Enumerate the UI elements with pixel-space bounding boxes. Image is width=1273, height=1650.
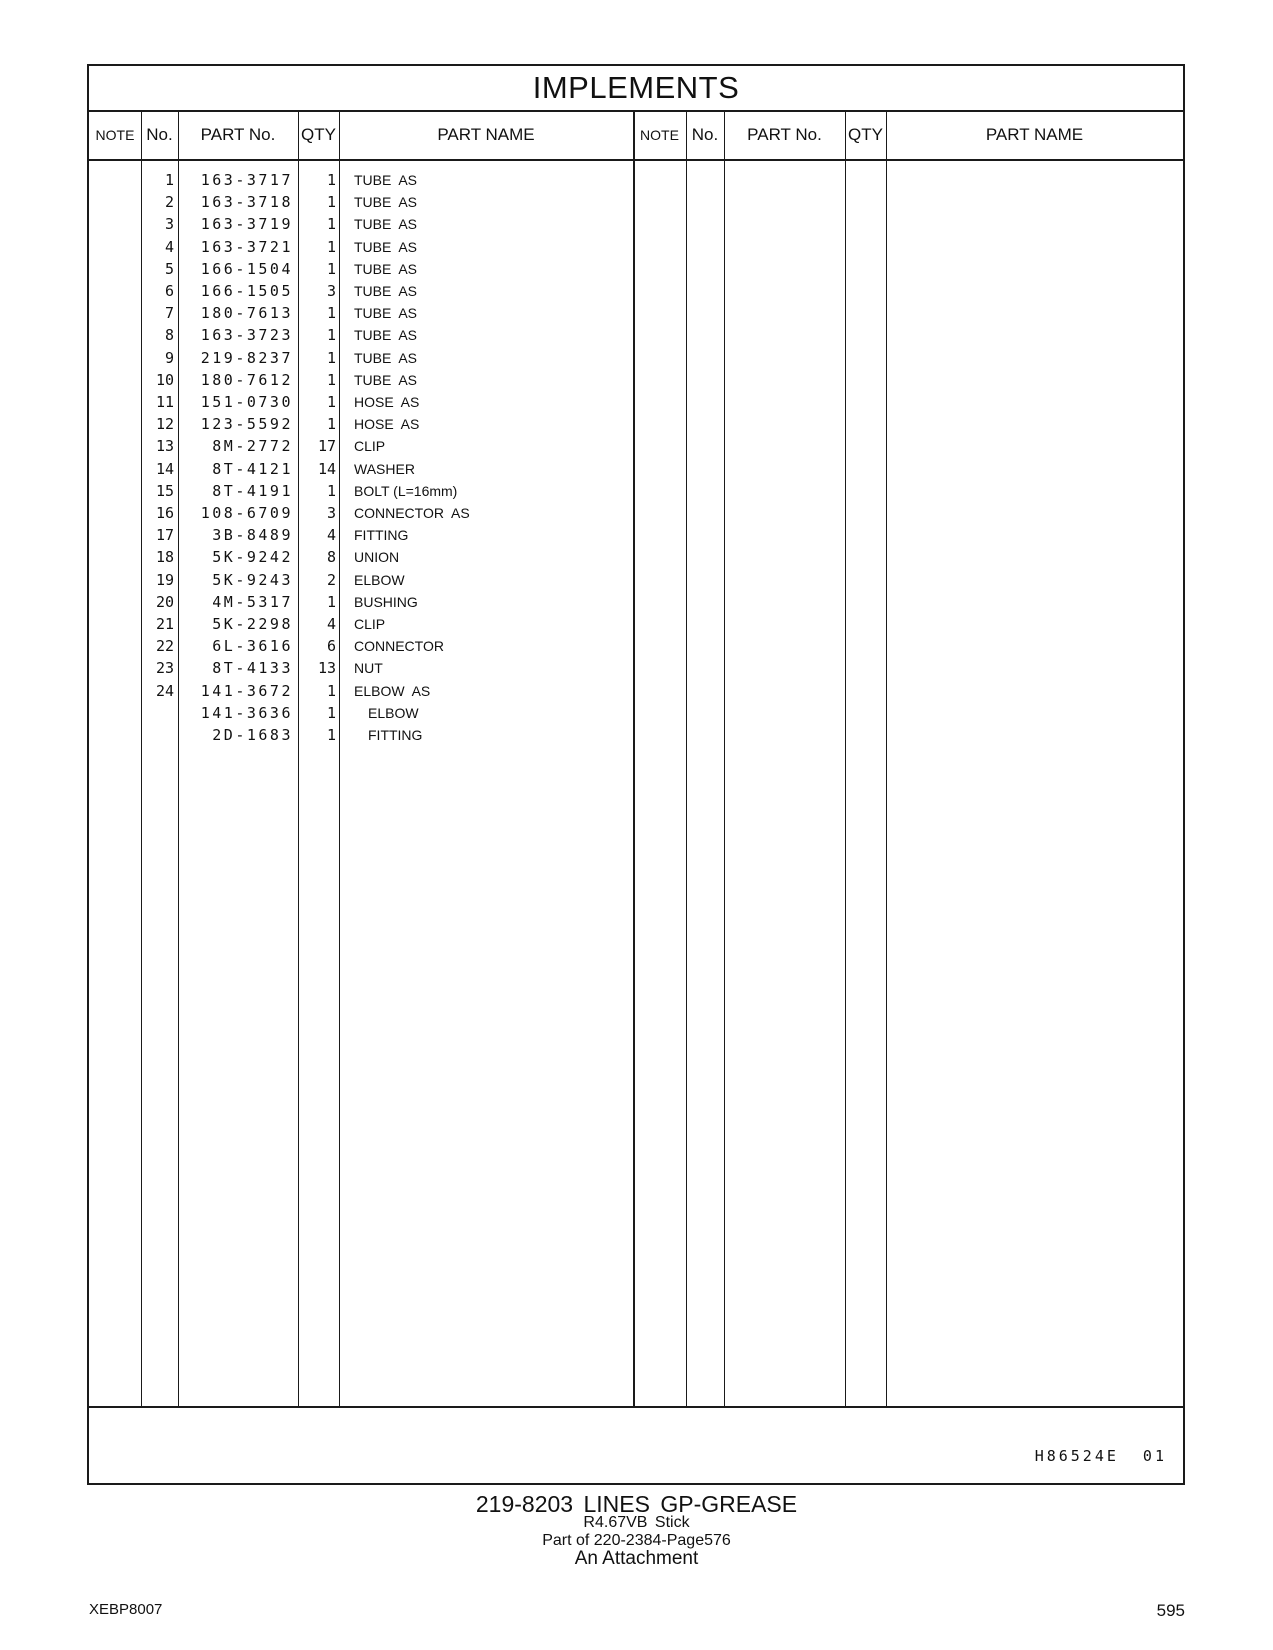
footer-attachment: An Attachment — [574, 1548, 699, 1569]
row-number: 2 — [164, 193, 174, 212]
row-part-name: TUBE AS — [354, 194, 418, 211]
table-row — [89, 546, 1183, 569]
row-part-number: 2D-1683 — [212, 726, 293, 744]
header-qty-left: QTY — [301, 125, 336, 144]
drawing-code: H86524E 01 — [1034, 1447, 1167, 1465]
row-quantity: 1 — [326, 415, 336, 434]
row-part-name: FITTING — [368, 727, 423, 743]
row-part-number: 163-3718 — [200, 193, 293, 212]
row-part-name: TUBE AS — [354, 172, 418, 188]
row-quantity: 14 — [317, 459, 336, 478]
row-part-name: TUBE AS — [354, 327, 418, 344]
row-quantity: 1 — [326, 592, 336, 611]
publication-number: XEBP8007 — [89, 1601, 163, 1618]
row-part-number: 8M-2772 — [212, 437, 293, 456]
row-part-name: BUSHING — [354, 593, 418, 610]
row-part-name: TUBE AS — [354, 371, 418, 388]
row-part-name: CLIP — [354, 616, 386, 632]
parts-table-frame — [87, 64, 1185, 1485]
header-note-right: NOTE — [640, 127, 679, 143]
row-quantity: 1 — [326, 215, 336, 234]
row-number: 19 — [155, 570, 174, 589]
row-number: 9 — [164, 348, 174, 367]
table-row — [89, 591, 1183, 614]
row-part-name: TUBE AS — [354, 283, 418, 299]
table-row — [89, 280, 1183, 303]
row-part-name: TUBE AS — [354, 305, 418, 322]
row-number: 21 — [155, 615, 174, 633]
table-row — [89, 324, 1183, 347]
row-part-number: 219-8237 — [200, 348, 293, 367]
row-part-name: WASHER — [354, 460, 415, 477]
table-row — [89, 524, 1183, 547]
row-number: 22 — [155, 637, 174, 656]
row-quantity: 13 — [317, 659, 336, 678]
header-no-left: No. — [146, 125, 173, 144]
table-row — [89, 458, 1183, 481]
table-row — [89, 724, 1183, 747]
row-quantity: 17 — [317, 437, 336, 456]
table-row — [89, 191, 1183, 214]
table-row — [89, 169, 1183, 192]
row-quantity: 4 — [326, 615, 336, 633]
row-quantity: 1 — [326, 703, 336, 722]
row-quantity: 1 — [326, 193, 336, 212]
row-quantity: 1 — [326, 326, 336, 345]
row-part-number: 6L-3616 — [212, 637, 293, 656]
row-part-name: CONNECTOR AS — [354, 505, 470, 521]
row-quantity: 3 — [326, 282, 336, 300]
row-part-number: 141-3636 — [200, 703, 293, 722]
row-part-number: 163-3723 — [200, 326, 293, 345]
row-part-number: 8T-4121 — [212, 459, 293, 478]
row-part-name: HOSE AS — [354, 394, 420, 410]
header-divider — [89, 159, 1183, 161]
table-row — [89, 302, 1183, 325]
row-quantity: 1 — [326, 304, 336, 323]
row-quantity: 1 — [326, 171, 336, 189]
row-quantity: 1 — [326, 481, 336, 500]
row-part-number: 163-3721 — [200, 237, 293, 256]
table-row — [89, 480, 1183, 503]
row-number: 11 — [155, 393, 174, 411]
row-part-number: 5K-2298 — [212, 615, 293, 633]
row-number: 23 — [155, 659, 174, 678]
row-number: 3 — [164, 215, 174, 234]
row-part-number: 180-7613 — [200, 304, 293, 323]
row-number: 20 — [155, 592, 174, 611]
row-part-name: ELBOW AS — [354, 682, 431, 699]
row-number: 5 — [164, 259, 174, 278]
row-number: 13 — [155, 437, 174, 456]
table-row — [89, 680, 1183, 703]
row-number: 17 — [155, 526, 174, 545]
row-part-number: 5K-9243 — [212, 570, 293, 589]
header-part-no-right: PART No. — [747, 125, 822, 144]
table-row — [89, 391, 1183, 414]
row-number: 4 — [164, 237, 174, 256]
row-quantity: 1 — [326, 681, 336, 700]
row-quantity: 1 — [326, 393, 336, 411]
row-quantity: 6 — [326, 637, 336, 656]
row-part-name: HOSE AS — [354, 416, 420, 433]
row-part-number: 141-3672 — [200, 681, 293, 700]
row-number: 15 — [155, 481, 174, 500]
header-qty-right: QTY — [848, 125, 883, 144]
row-part-number: 166-1504 — [200, 259, 293, 278]
table-row — [89, 569, 1183, 592]
row-part-number: 4M-5317 — [212, 592, 293, 611]
header-note-left: NOTE — [95, 127, 135, 143]
row-quantity: 1 — [326, 259, 336, 278]
row-part-name: CONNECTOR — [354, 638, 444, 655]
row-part-number: 3B-8489 — [212, 526, 293, 545]
row-quantity: 8 — [326, 548, 336, 567]
row-quantity: 1 — [326, 237, 336, 256]
table-row — [89, 347, 1183, 370]
footer-model: R4.67VB Stick — [583, 1514, 690, 1531]
row-quantity: 1 — [326, 348, 336, 367]
header-no-right: No. — [691, 125, 719, 144]
table-row — [89, 413, 1183, 436]
row-part-number: 166-1505 — [200, 282, 293, 300]
table-row — [89, 369, 1183, 392]
row-number: 16 — [155, 504, 174, 522]
row-quantity: 1 — [326, 370, 336, 389]
header-part-name-left: PART NAME — [437, 125, 535, 144]
row-quantity: 4 — [326, 526, 336, 545]
row-part-number: 8T-4133 — [212, 659, 293, 678]
table-row — [89, 435, 1183, 458]
row-number: 1 — [164, 171, 174, 189]
page-number: 595 — [1156, 1601, 1185, 1620]
table-row — [89, 236, 1183, 259]
row-part-name: TUBE AS — [354, 349, 418, 366]
header-part-no-left: PART No. — [200, 125, 276, 144]
footer-group-title: 219-8203 LINES GP-GREASE — [475, 1491, 798, 1517]
row-number: 10 — [155, 370, 174, 389]
row-part-number: 163-3717 — [200, 171, 293, 189]
row-part-name: FITTING — [354, 527, 409, 544]
row-part-number: 108-6709 — [200, 504, 293, 522]
footer-reference: Part of 220-2384-Page576 — [542, 1532, 731, 1549]
row-part-number: 5K-9242 — [212, 548, 293, 567]
table-row — [89, 502, 1183, 525]
row-part-number: 163-3719 — [200, 215, 293, 234]
row-part-number: 180-7612 — [200, 370, 293, 389]
row-part-number: 123-5592 — [200, 415, 293, 434]
row-number: 14 — [155, 459, 174, 478]
row-part-name: ELBOW — [354, 571, 405, 588]
row-number: 12 — [155, 415, 174, 434]
table-row — [89, 702, 1183, 725]
table-row — [89, 657, 1183, 680]
row-part-number: 8T-4191 — [212, 481, 293, 500]
row-quantity: 1 — [326, 726, 336, 744]
table-row — [89, 635, 1183, 658]
header-part-name-right: PART NAME — [985, 125, 1084, 144]
row-part-name: NUT — [354, 660, 383, 677]
row-number: 6 — [164, 282, 174, 300]
row-part-name: TUBE AS — [354, 216, 418, 233]
row-number: 18 — [155, 548, 174, 567]
table-row — [89, 213, 1183, 236]
page-title: IMPLEMENTS — [89, 66, 1183, 112]
row-number: 8 — [164, 326, 174, 345]
table-row — [89, 613, 1183, 636]
row-part-name: TUBE AS — [354, 260, 418, 277]
row-quantity: 2 — [326, 570, 336, 589]
row-part-name: BOLT (L=16mm) — [354, 482, 458, 499]
row-number: 24 — [155, 681, 174, 700]
row-quantity: 3 — [326, 504, 336, 522]
table-row — [89, 258, 1183, 281]
row-part-name: UNION — [354, 549, 400, 566]
row-number: 7 — [164, 304, 174, 323]
table-bottom-divider — [89, 1406, 1183, 1408]
row-part-number: 151-0730 — [200, 393, 293, 411]
row-part-name: TUBE AS — [354, 238, 418, 255]
row-part-name: CLIP — [354, 438, 386, 455]
row-part-name: ELBOW — [368, 704, 419, 721]
